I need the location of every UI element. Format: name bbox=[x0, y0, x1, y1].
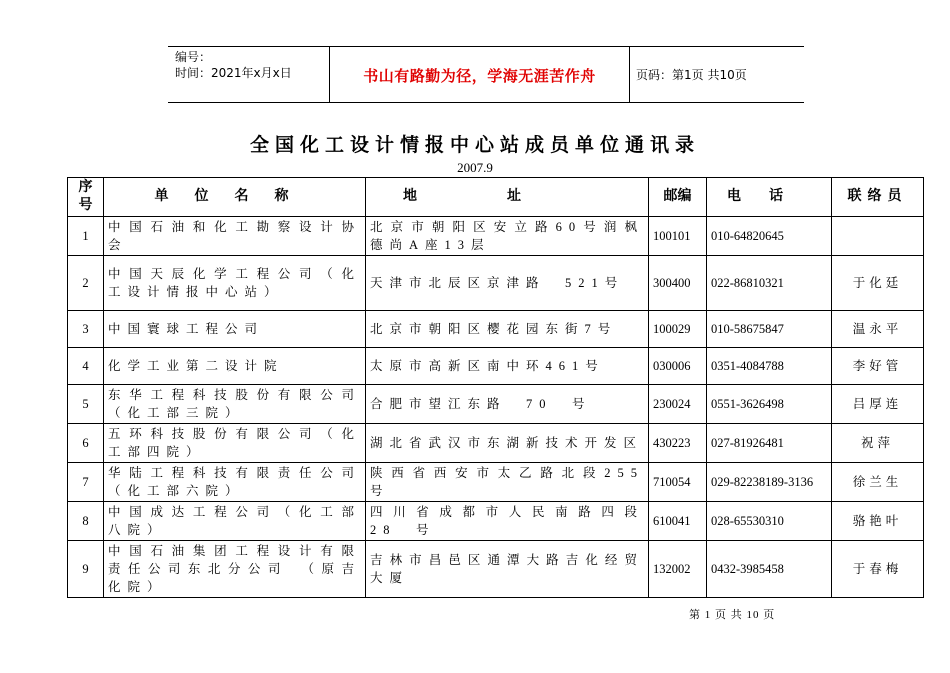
column-header-seq: 序号 bbox=[68, 178, 104, 217]
row-contact bbox=[832, 217, 924, 256]
row-zip: 030006 bbox=[649, 348, 707, 385]
row-contact: 于化廷 bbox=[832, 256, 924, 311]
row-seq: 2 bbox=[68, 256, 104, 311]
row-seq: 6 bbox=[68, 424, 104, 463]
table-row bbox=[68, 311, 924, 348]
row-phone: 028-65530310 bbox=[707, 502, 832, 541]
row-contact: 徐兰生 bbox=[832, 463, 924, 502]
document-title: 全国化工设计情报中心站成员单位通讯录 bbox=[249, 134, 700, 156]
row-seq: 5 bbox=[68, 385, 104, 424]
document-date: 2007.9 bbox=[457, 160, 493, 175]
table-row bbox=[68, 385, 924, 424]
row-seq: 7 bbox=[68, 463, 104, 502]
row-phone: 010-64820645 bbox=[707, 217, 832, 256]
row-phone: 027-81926481 bbox=[707, 424, 832, 463]
header-info bbox=[175, 49, 292, 81]
table-header-row bbox=[68, 178, 924, 217]
row-address: 吉林市昌邑区通潭大路吉化经贸大厦 bbox=[366, 541, 649, 598]
row-address: 北京市朝阳区樱花园东街7号 bbox=[366, 311, 649, 348]
page-footer: 第 1 页 共 10 页 bbox=[689, 609, 776, 621]
row-seq: 9 bbox=[68, 541, 104, 598]
row-name: 中国石油和化工勘察设计协会 bbox=[104, 217, 366, 256]
column-header-address: 地址 bbox=[366, 178, 649, 217]
row-contact: 骆艳叶 bbox=[832, 502, 924, 541]
table-row bbox=[68, 217, 924, 256]
row-zip: 610041 bbox=[649, 502, 707, 541]
table-row bbox=[68, 424, 924, 463]
row-address: 四川省成都市人民南路四段 28 号 bbox=[366, 502, 649, 541]
row-address: 陕西省西安市太乙路北段255 号 bbox=[366, 463, 649, 502]
row-zip: 710054 bbox=[649, 463, 707, 502]
column-header-phone: 电话 bbox=[707, 178, 832, 217]
row-address: 湖北省武汉市东湖新技术开发区 bbox=[366, 424, 649, 463]
row-contact: 于春梅 bbox=[832, 541, 924, 598]
row-phone: 029-82238189-3136 bbox=[707, 463, 832, 502]
row-seq: 3 bbox=[68, 311, 104, 348]
row-address: 太原市高新区南中环461号 bbox=[366, 348, 649, 385]
table-row bbox=[68, 348, 924, 385]
row-name: 化学工业第二设计院 bbox=[104, 348, 366, 385]
row-address: 北京市朝阳区安立路60号润枫德尚A座13层 bbox=[366, 217, 649, 256]
row-name: 五环科技股份有限公司（化工部四院） bbox=[104, 424, 366, 463]
table-row bbox=[68, 502, 924, 541]
page-indicator: 页码：第1页 共10页 bbox=[636, 68, 747, 82]
row-zip: 230024 bbox=[649, 385, 707, 424]
table-row bbox=[68, 256, 924, 311]
row-address: 天津市北辰区京津路 521号 bbox=[366, 256, 649, 311]
row-name: 中国天辰化学工程公司（化工设计情报中心站） bbox=[104, 256, 366, 311]
row-phone: 0351-4084788 bbox=[707, 348, 832, 385]
table-row bbox=[68, 463, 924, 502]
row-contact: 祝萍 bbox=[832, 424, 924, 463]
row-zip: 100029 bbox=[649, 311, 707, 348]
row-name: 中国成达工程公司（化工部八院） bbox=[104, 502, 366, 541]
header-bar bbox=[168, 46, 804, 103]
row-seq: 8 bbox=[68, 502, 104, 541]
row-phone: 010-58675847 bbox=[707, 311, 832, 348]
row-address: 合肥市望江东路 70 号 bbox=[366, 385, 649, 424]
column-header-contact: 联络员 bbox=[832, 178, 924, 217]
row-phone: 022-86810321 bbox=[707, 256, 832, 311]
header-divider bbox=[629, 47, 630, 102]
row-zip: 100101 bbox=[649, 217, 707, 256]
row-seq: 4 bbox=[68, 348, 104, 385]
row-name: 华陆工程科技有限责任公司（化工部六院） bbox=[104, 463, 366, 502]
directory-table bbox=[67, 177, 924, 598]
row-zip: 430223 bbox=[649, 424, 707, 463]
row-seq: 1 bbox=[68, 217, 104, 256]
row-name: 中国寰球工程公司 bbox=[104, 311, 366, 348]
row-zip: 132002 bbox=[649, 541, 707, 598]
row-zip: 300400 bbox=[649, 256, 707, 311]
serial-label: 编号： bbox=[175, 50, 212, 64]
row-contact: 吕厚连 bbox=[832, 385, 924, 424]
row-phone: 0551-3626498 bbox=[707, 385, 832, 424]
row-phone: 0432-3985458 bbox=[707, 541, 832, 598]
motto-text: 书山有路勤为径，学海无涯苦作舟 bbox=[363, 67, 596, 85]
time-text: 时间：2021年x月x日 bbox=[175, 66, 292, 80]
row-contact: 温永平 bbox=[832, 311, 924, 348]
row-name: 东华工程科技股份有限公司（化工部三院） bbox=[104, 385, 366, 424]
row-contact: 李好管 bbox=[832, 348, 924, 385]
row-name: 中国石油集团工程设计有限责任公司东北分公司 （原吉化院） bbox=[104, 541, 366, 598]
column-header-name: 单位名称 bbox=[104, 178, 366, 217]
column-header-zip: 邮编 bbox=[649, 178, 707, 217]
table-row bbox=[68, 541, 924, 598]
